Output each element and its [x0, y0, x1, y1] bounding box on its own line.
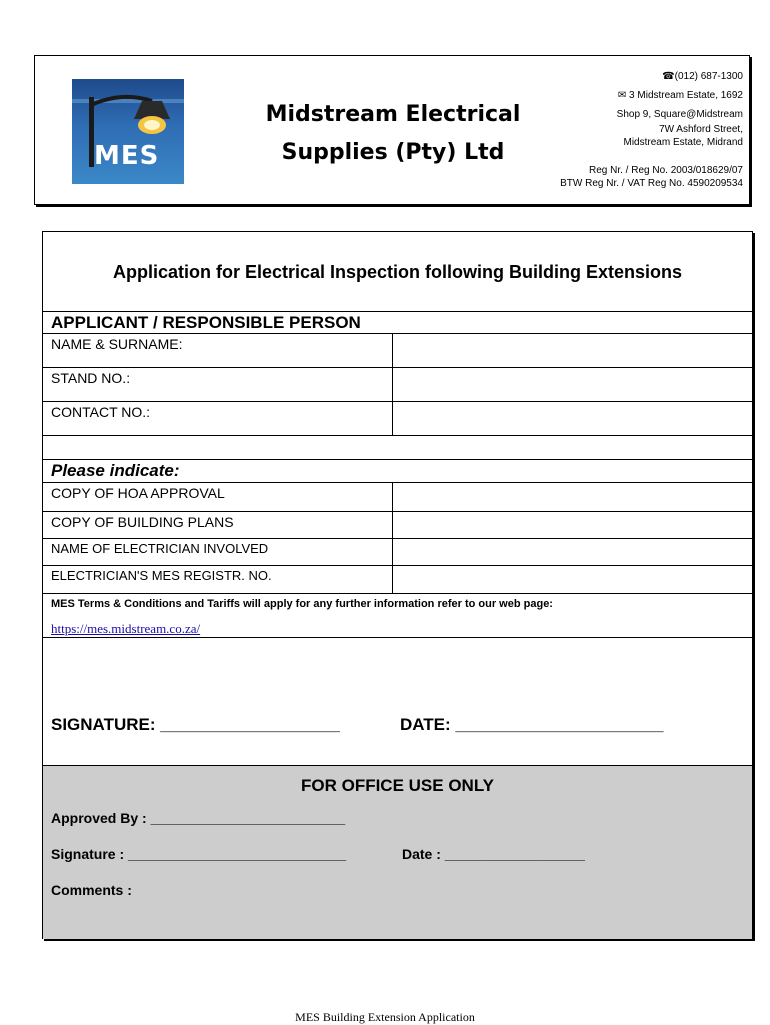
address-line3: 7W Ashford Street,	[659, 124, 743, 135]
stand-no-label: STAND NO.:	[51, 370, 131, 386]
office-use-title: FOR OFFICE USE ONLY	[300, 776, 494, 795]
contact-block	[560, 70, 743, 190]
logo-text: MES	[94, 141, 160, 171]
application-form	[42, 231, 753, 939]
hoa-approval-label: COPY OF HOA APPROVAL	[51, 485, 225, 501]
address-line4: Midstream Estate, Midrand	[623, 137, 743, 148]
phone-icon: ☎	[662, 71, 675, 82]
section-applicant: APPLICANT / RESPONSIBLE PERSON	[51, 313, 361, 332]
form-title: Application for Electrical Inspection following Building Extensions	[112, 262, 683, 282]
terms-notice: MES Terms & Conditions and Tariffs will apply for any further information refer to our web page:	[51, 598, 553, 610]
phone-number: (012) 687-1300	[674, 71, 743, 82]
mes-logo	[72, 79, 184, 184]
mail-icon: ✉	[617, 90, 630, 101]
office-date-line: Date : __________________	[402, 846, 585, 862]
reg-number: Reg Nr. / Reg No. 2003/018629/07	[589, 165, 743, 176]
approved-by-line: Approved By : _________________________	[51, 810, 346, 826]
section-please-indicate: Please indicate:	[51, 461, 180, 480]
signature-line: SIGNATURE: ___________________	[51, 715, 340, 734]
electrician-registr-label: ELECTRICIAN'S MES REGISTR. NO.	[51, 568, 272, 583]
contact-no-label: CONTACT NO.:	[51, 404, 151, 420]
address-line1: 3 Midstream Estate, 1692	[629, 90, 743, 101]
electrician-name-label: NAME OF ELECTRICIAN INVOLVED	[51, 541, 269, 556]
address-line2: Shop 9, Square@Midstream	[616, 109, 743, 120]
vat-number: BTW Reg Nr. / VAT Reg No. 4590209534	[560, 178, 743, 189]
name-surname-label: NAME & SURNAME:	[51, 336, 183, 352]
company-name-line1: Midstream Electrical	[265, 102, 521, 127]
company-name	[248, 96, 538, 172]
letterhead	[34, 55, 750, 205]
office-signature-line: Signature : ____________________________	[51, 846, 347, 862]
building-plans-label: COPY OF BUILDING PLANS	[51, 514, 234, 530]
website-link[interactable]: https://mes.midstream.co.za/	[51, 621, 201, 636]
page-footer: MES Building Extension Application	[295, 1010, 475, 1024]
company-name-line2: Supplies (Pty) Ltd	[281, 140, 505, 165]
office-use-section	[43, 765, 752, 939]
date-line: DATE: ______________________	[400, 715, 664, 734]
comments-label: Comments :	[51, 882, 132, 898]
